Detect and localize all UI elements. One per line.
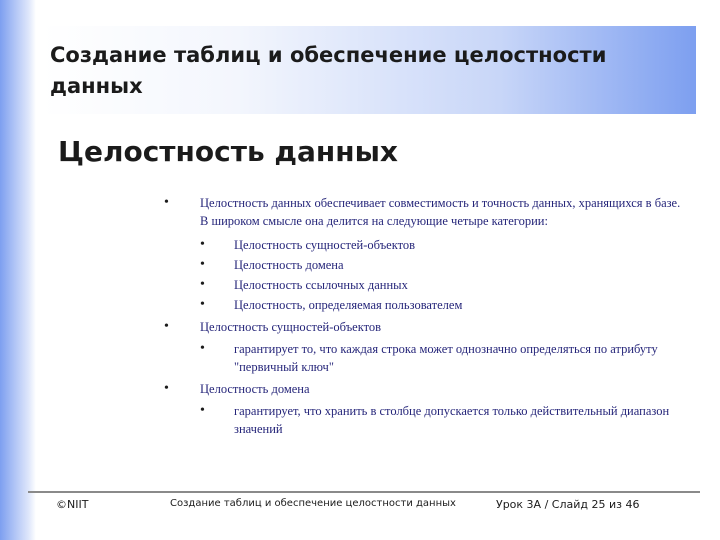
bullet-dot-icon: • — [200, 277, 205, 292]
footer-course-title: Создание таблиц и обеспечение целостности данных — [170, 498, 456, 509]
bullet-item — [164, 296, 684, 314]
bullet-text: Целостность данных обеспечивает совместимость и точность данных, хранящихся в базе. В широком смысле она делится на следующие четыре категории: — [200, 196, 681, 228]
bullet-dot-icon: • — [200, 257, 205, 272]
bullet-text: Целостность домена — [200, 382, 310, 396]
bullet-text: гарантирует то, что каждая строка может однозначно определяться по атрибуту "первичный ключ" — [234, 342, 658, 374]
bullet-dot-icon: • — [164, 381, 169, 396]
bullet-dot-icon: • — [164, 195, 169, 210]
bullet-item — [164, 256, 684, 274]
bullet-dot-icon: • — [200, 297, 205, 312]
footer-copyright: ©NIIT — [56, 498, 89, 511]
bullet-item — [164, 380, 684, 398]
footer-slide-number: Урок 3A / Слайд 25 из 46 — [496, 498, 640, 511]
bullet-text: Целостность ссылочных данных — [234, 278, 408, 292]
left-decor-bar — [0, 0, 36, 540]
bullet-list — [164, 194, 684, 438]
bullet-dot-icon: • — [200, 403, 205, 418]
slide-subtitle: Целостность данных — [58, 135, 398, 168]
footer-divider — [28, 491, 700, 493]
bullet-item — [164, 340, 684, 376]
bullet-text: гарантирует, что хранить в столбце допускается только действительный диапазон значений — [234, 404, 670, 436]
top-margin — [36, 0, 720, 26]
bullet-item — [164, 194, 684, 230]
bullet-dot-icon: • — [164, 319, 169, 334]
bullet-text: Целостность, определяемая пользователем — [234, 298, 463, 312]
bullet-text: Целостность сущностей-объектов — [200, 320, 382, 334]
bullet-dot-icon: • — [200, 237, 205, 252]
bullet-text: Целостность сущностей-объектов — [234, 238, 416, 252]
bullet-item — [164, 318, 684, 336]
bullet-item — [164, 236, 684, 254]
bullet-dot-icon: • — [200, 341, 205, 356]
bullet-item — [164, 276, 684, 294]
bullet-item — [164, 402, 684, 438]
bullet-text: Целостность домена — [234, 258, 344, 272]
slide-title: Создание таблиц и обеспечение целостности данных — [50, 43, 607, 98]
